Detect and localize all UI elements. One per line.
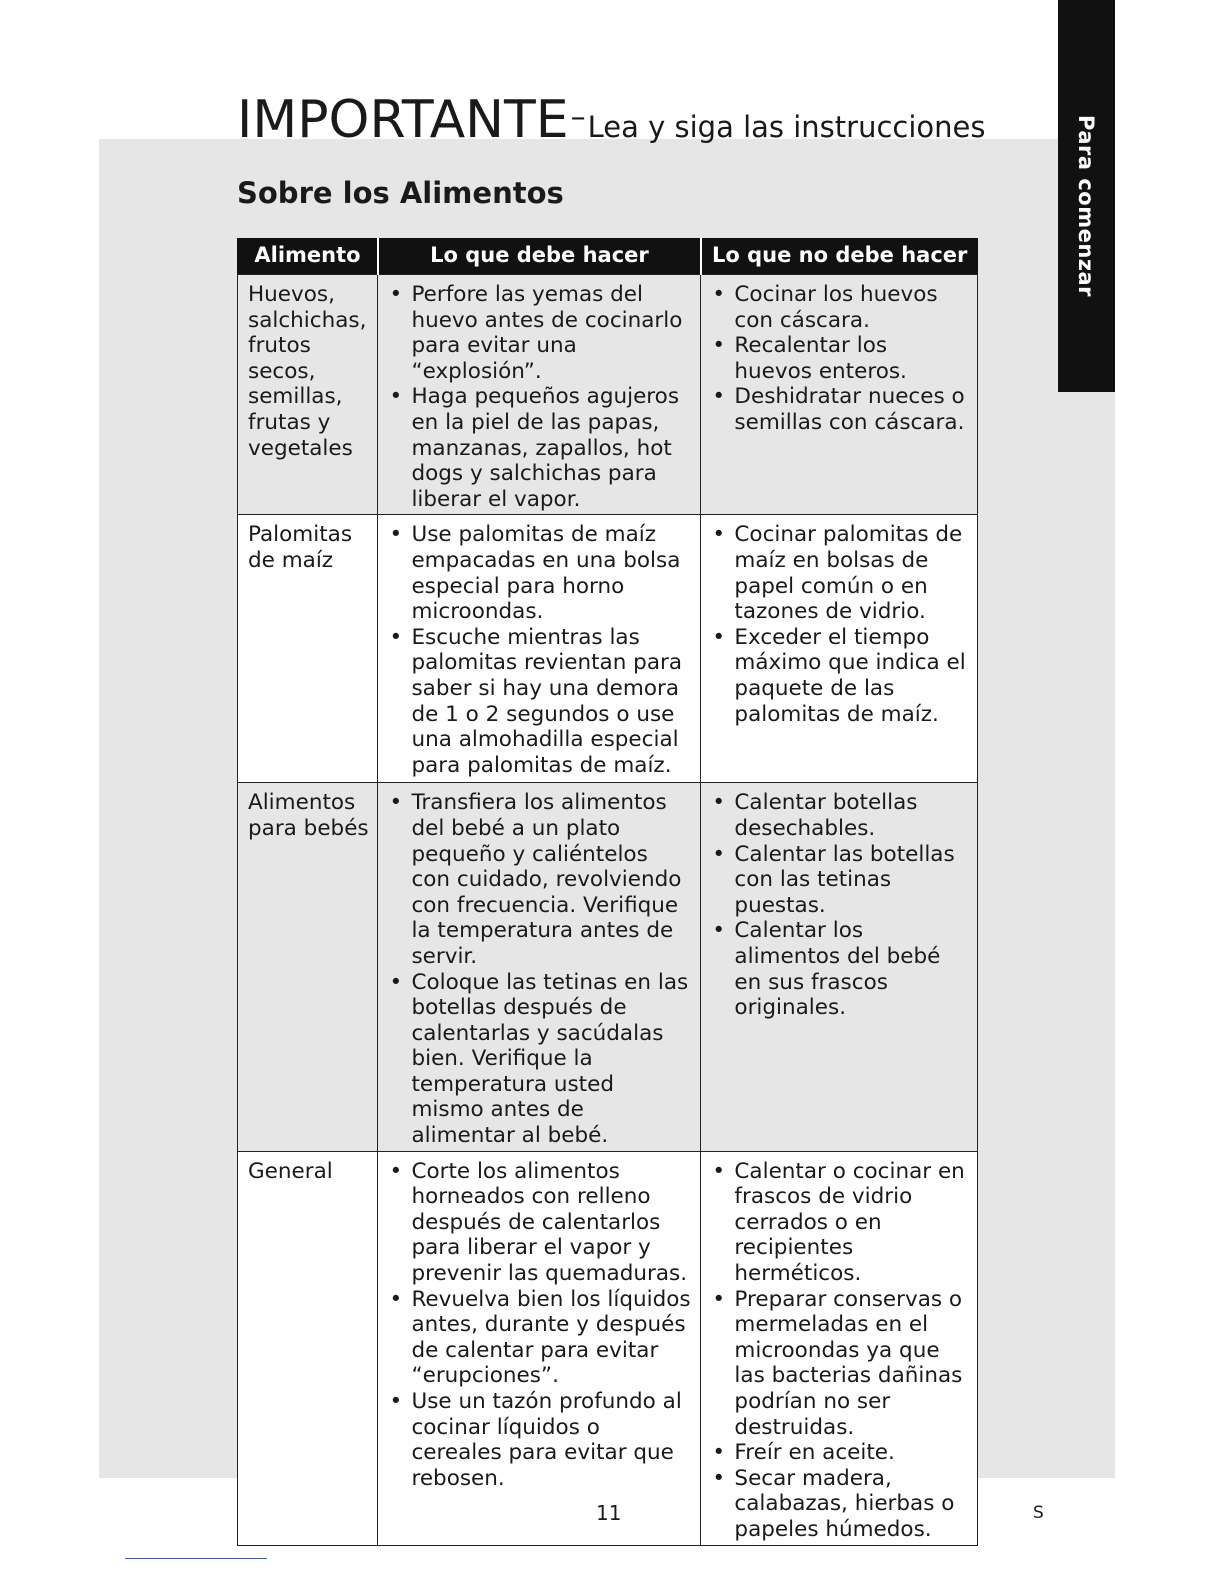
- section-heading: Sobre los Alimentos: [237, 176, 564, 210]
- do-item: • Perfore las yemas del huevo antes de cocinarlo para evitar una “explosión”.: [388, 282, 692, 384]
- page-title: [237, 90, 985, 150]
- dont-item: • Exceder el tiempo máximo que indica el paquete de las palomitas de maíz.: [711, 625, 969, 727]
- side-tab-label: Para comenzar: [1074, 115, 1098, 298]
- dont-item: • Calentar las botellas con las tetinas puestas.: [711, 842, 969, 919]
- dont-item: • Deshidratar nueces o semillas con cáscara.: [711, 384, 969, 435]
- food-cell: Huevos, salchichas, frutos secos, semillas, frutas y vegetales: [238, 275, 378, 515]
- do-item: • Haga pequeños agujeros en la piel de las papas, manzanas, zapallos, hot dogs y salchichas para liberar el vapor.: [388, 384, 692, 512]
- table-row: [238, 275, 978, 515]
- dont-cell: [701, 783, 978, 1151]
- page-number: 11: [596, 1501, 622, 1525]
- header-food: Alimento: [238, 238, 378, 275]
- do-item: • Escuche mientras las palomitas revientan para saber si hay una demora de 1 o 2 segundos o use una almohadilla especial para palomitas de maíz.: [388, 625, 692, 779]
- dont-item: • Recalentar los huevos enteros.: [711, 333, 969, 384]
- dont-item: • Calentar los alimentos del bebé en sus frascos originales.: [711, 918, 969, 1020]
- food-cell: Alimentos para bebés: [238, 783, 378, 1151]
- do-cell: [378, 515, 701, 783]
- dont-item: • Calentar botellas desechables.: [711, 790, 969, 841]
- dont-item: • Preparar conservas o mermeladas en el microondas ya que las bacterias dañinas podrían no ser destruidas.: [711, 1287, 969, 1441]
- table-row: [238, 783, 978, 1151]
- table-row: [238, 515, 978, 783]
- dont-item: • Freír en aceite.: [711, 1440, 969, 1466]
- do-cell: [378, 1151, 701, 1545]
- dont-cell: [701, 515, 978, 783]
- dont-item: • Calentar o cocinar en frascos de vidrio cerrados o en recipientes herméticos.: [711, 1159, 969, 1287]
- do-item: • Coloque las tetinas en las botellas después de calentarlas y sacúdalas bien. Verifique la temperatura usted mismo antes de alimentar al bebé.: [388, 970, 692, 1149]
- food-guidelines-table: [237, 238, 978, 1546]
- do-cell: [378, 783, 701, 1151]
- dont-item: • Secar madera, calabazas, hierbas o papeles húmedos.: [711, 1466, 969, 1543]
- do-item: • Use un tazón profundo al cocinar líquidos o cereales para evitar que rebosen.: [388, 1389, 692, 1491]
- bottom-rule: [125, 1558, 267, 1559]
- header-do: Lo que debe hacer: [378, 238, 701, 275]
- title-main: IMPORTANTE: [237, 90, 569, 150]
- food-cell: General: [238, 1151, 378, 1545]
- do-item: • Use palomitas de maíz empacadas en una bolsa especial para horno microondas.: [388, 522, 692, 624]
- table-row: [238, 1151, 978, 1545]
- do-item: • Revuelva bien los líquidos antes, durante y después de calentar para evitar “erupciones”.: [388, 1287, 692, 1389]
- dont-cell: [701, 1151, 978, 1545]
- table-header-row: [238, 238, 978, 275]
- title-dash: –: [570, 100, 586, 135]
- food-cell: Palomitas de maíz: [238, 515, 378, 783]
- do-item: • Corte los alimentos horneados con relleno después de calentarlos para liberar el vapor y prevenir las quemaduras.: [388, 1159, 692, 1287]
- dont-cell: [701, 275, 978, 515]
- page-letter: S: [1033, 1503, 1044, 1523]
- header-dont: Lo que no debe hacer: [701, 238, 978, 275]
- dont-item: • Cocinar los huevos con cáscara.: [711, 282, 969, 333]
- title-subtitle: Lea y siga las instrucciones: [587, 110, 986, 144]
- do-item: • Transfiera los alimentos del bebé a un plato pequeño y caliéntelos con cuidado, revolviendo con frecuencia. Verifique la temperatura antes de servir.: [388, 790, 692, 969]
- dont-item: • Cocinar palomitas de maíz en bolsas de papel común o en tazones de vidrio.: [711, 522, 969, 624]
- do-cell: [378, 275, 701, 515]
